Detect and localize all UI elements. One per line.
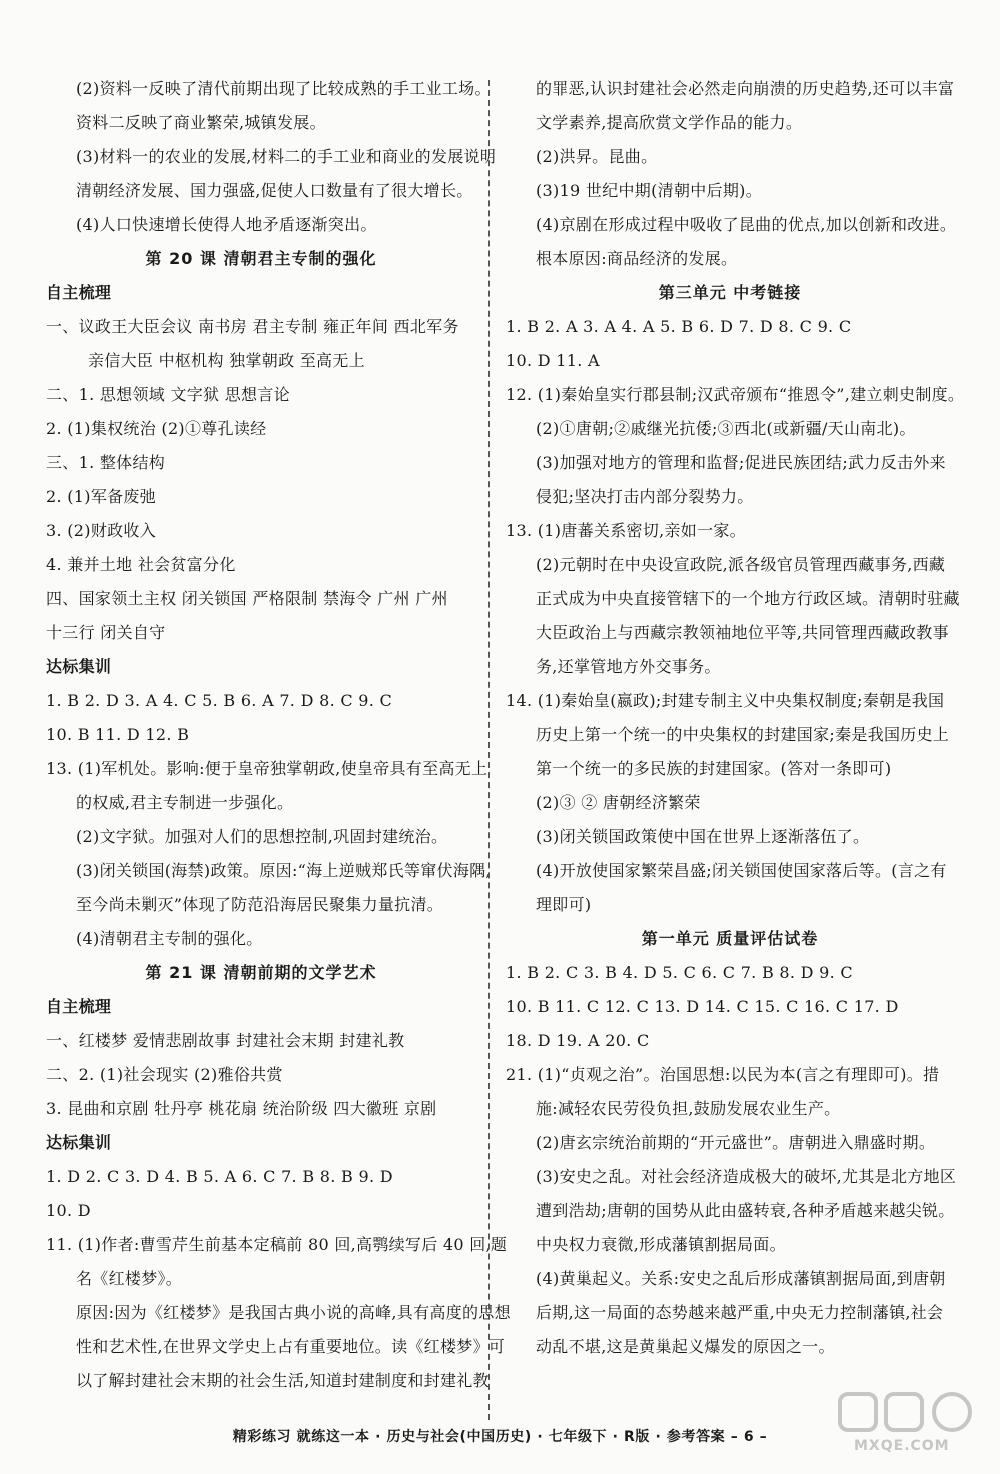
left-line: 清朝经济发展、国力强盛,促使人口数量有了很大增长。 xyxy=(76,181,473,200)
right-line: (4)开放使国家繁荣昌盛;闭关锁国使国家落后等。(言之有 xyxy=(536,861,947,880)
left-subsection-heading: 达标集训 xyxy=(46,657,112,676)
right-line: (2)③ ② 唐朝经济繁荣 xyxy=(536,793,701,812)
right-line: 文学素养,提高欣赏文学作品的能力。 xyxy=(536,113,803,132)
right-line: 理即可) xyxy=(536,895,592,914)
right-line: (2)元朝时在中央设宣政院,派各级官员管理西藏事务,西藏 xyxy=(536,555,946,574)
right-line: 务,还掌管地方外交事务。 xyxy=(536,657,721,676)
right-line: 14. (1)秦始皇(嬴政);封建专制主义中央集权制度;秦朝是我国 xyxy=(506,691,945,710)
right-line: (3)加强对地方的管理和监督;促进民族团结;武力反击外来 xyxy=(536,453,946,472)
left-line: (3)材料一的农业的发展,材料二的手工业和商业的发展说明 xyxy=(76,147,497,166)
left-line: 亲信大臣 中枢机构 独掌朝政 至高无上 xyxy=(88,351,365,370)
right-line: (4)黄巢起义。关系:安史之乱后形成藩镇割据局面,到唐朝 xyxy=(536,1269,946,1288)
right-line: 1. B 2. A 3. A 4. A 5. B 6. D 7. D 8. C 9. C xyxy=(506,317,852,336)
right-line: 正式成为中央直接管辖下的一个地方行政区域。清朝时驻藏 xyxy=(536,589,960,608)
left-line: 名《红楼梦》。 xyxy=(76,1269,183,1288)
left-line: 11. (1)作者:曹雪芹生前基本定稿前 80 回,高鹗续写后 40 回,题 xyxy=(46,1235,508,1254)
left-line: 至今尚未剿灭”体现了防范沿海居民聚集力量抗清。 xyxy=(76,895,444,914)
right-line: 大臣政治上与西藏宗教领袖地位平等,共同管理西藏政教事 xyxy=(536,623,949,642)
right-line: 历史上第一个统一的中央集权的封建国家;秦是我国历史上 xyxy=(536,725,950,744)
left-subsection-heading: 自主梳理 xyxy=(46,283,112,302)
watermark-logo xyxy=(836,1388,986,1460)
left-line: (3)闭关锁国(海禁)政策。原因:“海上逆贼郑氏等窜伏海隅, xyxy=(76,861,491,880)
right-line: 10. D 11. A xyxy=(506,351,600,370)
left-subsection-heading: 自主梳理 xyxy=(46,997,112,1016)
right-section-title: 第一单元 质量评估试卷 xyxy=(641,929,819,948)
right-line: 21. (1)“贞观之治”。治国思想:以民为本(言之有理即可)。措 xyxy=(506,1065,940,1084)
left-line: (4)清朝君主专制的强化。 xyxy=(76,929,263,948)
right-line: 中央权力衰微,形成藩镇割据局面。 xyxy=(536,1235,786,1254)
left-section-title: 第 20 课 清朝君主专制的强化 xyxy=(145,249,377,268)
right-line: (2)①唐朝;②戚继光抗倭;③西北(或新疆/天山南北)。 xyxy=(536,419,916,438)
left-line: 1. B 2. D 3. A 4. C 5. B 6. A 7. D 8. C 9. C xyxy=(46,691,393,710)
left-line: 十三行 闭关自守 xyxy=(46,623,166,642)
left-line: 1. D 2. C 3. D 4. B 5. A 6. C 7. B 8. B 9. D xyxy=(46,1167,393,1186)
column-divider xyxy=(488,80,490,1420)
page-footer: 精彩练习 就练这一本 · 历史与社会(中国历史) · 七年级下 · R版 · 参考答案 – 6 – xyxy=(232,1429,768,1445)
right-line: 侵犯;坚决打击内部分裂势力。 xyxy=(536,487,754,506)
right-line: 10. B 11. C 12. C 13. D 14. C 15. C 16. C 17. D xyxy=(506,997,899,1016)
right-line: 第一个统一的多民族的封建国家。(答对一条即可) xyxy=(536,759,892,778)
watermark-text: MXQE.COM xyxy=(854,1438,950,1454)
right-line: (3)闭关锁国政策使中国在世界上逐渐落伍了。 xyxy=(536,827,870,846)
left-section-title: 第 21 课 清朝前期的文学艺术 xyxy=(145,963,377,982)
right-column xyxy=(506,72,965,1364)
right-line: 根本原因:商品经济的发展。 xyxy=(536,249,738,268)
left-line: 10. B 11. D 12. B xyxy=(46,725,190,744)
right-line: 1. B 2. C 3. B 4. D 5. C 6. C 7. B 8. D 9. C xyxy=(506,963,853,982)
left-line: 一、红楼梦 爱情悲剧故事 封建社会末期 封建礼教 xyxy=(46,1031,405,1050)
right-line: 施:减轻农民劳役负担,鼓励发展农业生产。 xyxy=(536,1099,841,1118)
right-line: 遭到浩劫;唐朝的国势从此由盛转衰,各种矛盾越来越尖锐。 xyxy=(536,1201,955,1220)
left-line: 3. (2)财政收入 xyxy=(46,521,157,540)
right-line: 13. (1)唐蕃关系密切,亲如一家。 xyxy=(506,521,746,540)
left-line: 2. (1)集权统治 (2)①尊孔读经 xyxy=(46,419,267,438)
right-line: (3)19 世纪中期(清朝中后期)。 xyxy=(536,181,762,200)
left-line: 性和艺术性,在世界文学史上占有重要地位。读《红楼梦》可 xyxy=(76,1337,506,1356)
right-line: 12. (1)秦始皇实行郡县制;汉武帝颁布“推恩令”,建立刺史制度。 xyxy=(506,385,965,404)
left-line: (2)文字狱。加强对人们的思想控制,巩固封建统治。 xyxy=(76,827,448,846)
left-line: 四、国家领土主权 闭关锁国 严格限制 禁海令 广州 广州 xyxy=(46,589,448,608)
right-line: (2)唐玄宗统治前期的“开元盛世”。唐朝进入鼎盛时期。 xyxy=(536,1133,936,1152)
left-line: 的权威,君主专制进一步强化。 xyxy=(76,793,294,812)
left-line: 10. D xyxy=(46,1201,91,1220)
left-line: 二、2. (1)社会现实 (2)雅俗共赏 xyxy=(46,1065,283,1084)
left-line: 原因:因为《红楼梦》是我国古典小说的高峰,具有高度的思想 xyxy=(76,1303,511,1322)
left-line: 资料二反映了商业繁荣,城镇发展。 xyxy=(76,113,326,132)
right-line: 18. D 19. A 20. C xyxy=(506,1031,650,1050)
left-line: 二、1. 思想领域 文字狱 思想言论 xyxy=(46,385,290,404)
right-line: 后期,这一局面的态势越来越严重,中央无力控制藩镇,社会 xyxy=(536,1303,944,1322)
watermark-emblem-icon xyxy=(836,1388,986,1438)
left-line: 以了解封建社会末期的社会生活,知道封建制度和封建礼教 xyxy=(76,1371,489,1390)
left-line: 4. 兼并土地 社会贫富分化 xyxy=(46,555,236,574)
left-line: 3. 昆曲和京剧 牡丹亭 桃花扇 统治阶级 四大徽班 京剧 xyxy=(46,1099,437,1118)
right-section-title: 第三单元 中考链接 xyxy=(658,283,802,302)
right-line: 动乱不堪,这是黄巢起义爆发的原因之一。 xyxy=(536,1337,835,1356)
left-column xyxy=(46,72,511,1398)
right-line: (3)安史之乱。对社会经济造成极大的破坏,尤其是北方地区 xyxy=(536,1167,957,1186)
left-line: 13. (1)军机处。影响:便于皇帝独掌朝政,使皇帝具有至高无上 xyxy=(46,759,488,778)
right-line: (2)洪昇。昆曲。 xyxy=(536,147,658,166)
right-line: (4)京剧在形成过程中吸收了昆曲的优点,加以创新和改进。 xyxy=(536,215,957,234)
left-line: 2. (1)军备废弛 xyxy=(46,487,157,506)
left-line: (4)人口快速增长使得人地矛盾逐渐突出。 xyxy=(76,215,377,234)
left-subsection-heading: 达标集训 xyxy=(46,1133,112,1152)
left-line: 三、1. 整体结构 xyxy=(46,453,166,472)
left-line: (2)资料一反映了清代前期出现了比较成熟的手工业工场。 xyxy=(76,79,491,98)
right-line: 的罪恶,认识封建社会必然走向崩溃的历史趋势,还可以丰富 xyxy=(536,79,955,98)
left-line: 一、议政王大臣会议 南书房 君主专制 雍正年间 西北军务 xyxy=(46,317,459,336)
